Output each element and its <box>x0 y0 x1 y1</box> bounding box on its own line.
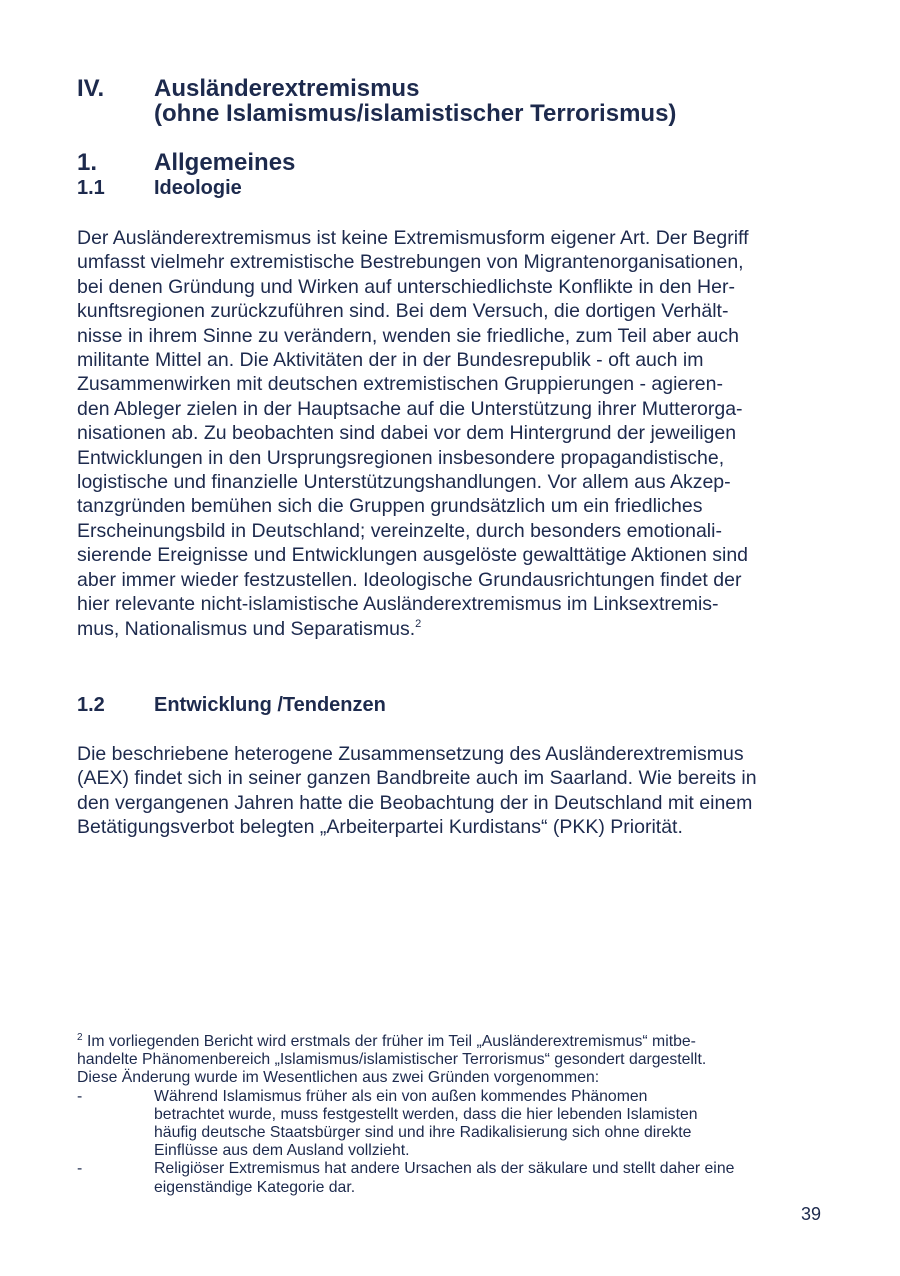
subsection-title: Entwicklung /Tendenzen <box>154 694 386 716</box>
footnote-item-text: Während Islamismus früher als ein von außen kommendes Phänomen betrachtet wurde, muss festgestellt werden, dass die hier lebenden Islamisten häufig deutsche Staatsbürger sind und ihre Radikalisierung sich ohne direkte Einflüsse aus dem Ausland vollzieht. <box>154 1087 698 1160</box>
subsection-number: 1.2 <box>77 694 105 716</box>
subsection-heading-1-2 <box>0 694 900 716</box>
development-paragraph: Die beschriebene heterogene Zusammensetzung des Ausländerextremismus (AEX) findet sich in seiner ganzen Bandbreite auch im Saarland. Wie bereits in den vergangenen Jahren hatte die Beobachtung der in Deutschland mit einem Betätigungsverbot belegten „Arbeiterpartei Kurdistans“ (PKK) Priorität. <box>77 743 757 839</box>
section-heading-1 <box>0 150 900 175</box>
chapter-heading <box>0 76 900 128</box>
subsection-title: Ideologie <box>154 177 242 199</box>
subsection-heading-1-1 <box>0 177 900 199</box>
list-dash: - <box>77 1087 83 1105</box>
page-number: 39 <box>800 1204 821 1224</box>
chapter-number: IV. <box>77 75 105 102</box>
chapter-title-line2: (ohne Islamismus/islamistischer Terrorismus) <box>154 100 677 127</box>
footnote-item <box>77 1088 837 1161</box>
footnote-intro-text: Im vorliegenden Bericht wird erstmals der früher im Teil „Ausländerextremismus“ mitbe- handelte Phänomenbereich „Islamismus/islamistischer Terrorismus“ gesondert dargestellt. Diese Änderung wurde im Wesentlichen aus zwei Gründen vorgenommen: <box>77 1033 707 1087</box>
chapter-title-line1: Ausländerextremismus <box>154 75 420 102</box>
footnote-item-text: Religiöser Extremismus hat andere Ursachen als der säkulare und stellt daher eine eigenständige Kategorie dar. <box>154 1160 735 1196</box>
section-title: Allgemeines <box>154 149 296 176</box>
section-number: 1. <box>77 149 98 176</box>
footnote-intro <box>77 1033 837 1088</box>
footnote <box>77 1033 837 1197</box>
ideology-text: Der Ausländerextremismus ist keine Extremismusform eigener Art. Der Begriff umfasst vielmehr extremistische Bestrebungen von Migrantenorganisationen, bei denen Gründung und Wirken auf unterschiedlichste Konflikte in den Her- kunftsregionen zurückzuführen sind. Bei dem Versuch, die dortigen Verhält- nisse in ihrem Sinne zu verändern, wenden sie friedliche, zum Teil aber auch militante Mittel an. Die Aktivitäten der in der Bundesrepublik - oft auch im Zusammenwirken mit deutschen extremistischen Gruppierungen - agieren- den Ableger zielen in der Hauptsache auf die Unterstützung ihrer Mutterorga- nisationen ab. Zu beobachten sind dabei vor dem Hintergrund der jeweiligen Entwicklungen in den Ursprungsregionen insbesondere propagandistische, logistische und finanzielle Unterstützungshandlungen. Vor allem aus Akzep- tanzgründen bemühen sich die Gruppen grundsätzlich um ein friedliches Erscheinungsbild in Deutschland; vereinzelte, durch besonders emotionali- sierende Ereignisse und Entwicklungen ausgelöste gewalttätige Aktionen sind aber immer wieder festzustellen. Ideologische Grundausrichtungen findet der hier relevante nicht-islamistische Ausländerextremismus im Linksextremis- mus, Nationalismus und Separatismus. <box>77 227 749 640</box>
ideology-paragraph <box>77 226 823 641</box>
subsection-number: 1.1 <box>77 177 105 199</box>
footnote-item <box>77 1160 837 1196</box>
footnote-reference[interactable]: 2 <box>415 617 422 630</box>
list-dash: - <box>77 1160 83 1178</box>
footnote-marker: 2 <box>77 1032 83 1043</box>
